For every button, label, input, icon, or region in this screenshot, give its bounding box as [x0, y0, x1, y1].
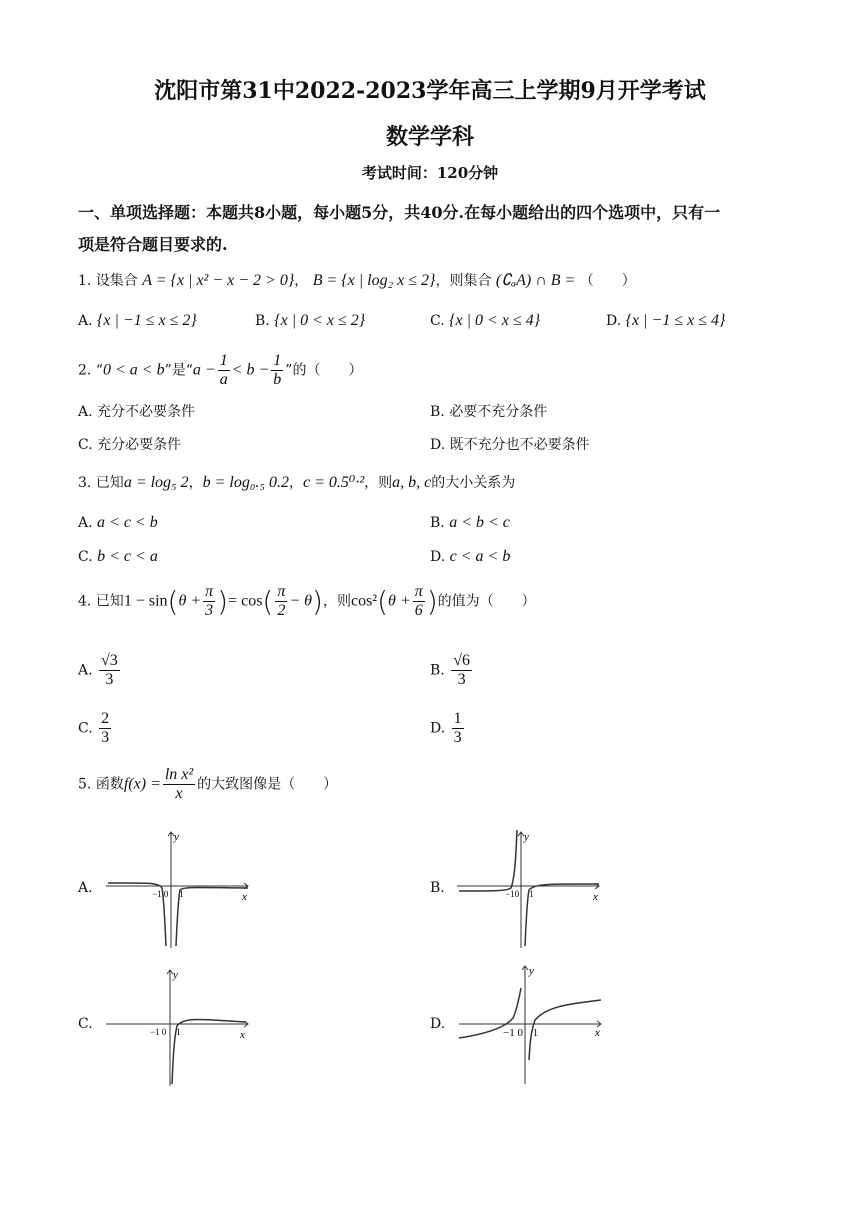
- option-a[interactable]: [78, 514, 158, 532]
- question-number: 4.: [78, 593, 92, 610]
- frac-den: a: [219, 371, 228, 388]
- question-text: ，则: [322, 593, 351, 610]
- graph-a[interactable]: [104, 828, 254, 950]
- frac-num: 1: [219, 352, 228, 369]
- answer-blank: （ ）: [579, 273, 636, 289]
- frac-num: π: [277, 583, 286, 600]
- frac-den: 3: [101, 729, 110, 746]
- variables: a, b, c: [392, 474, 432, 491]
- tick-label: 1: [533, 1028, 538, 1039]
- fraction: [203, 583, 215, 620]
- option-fraction: [99, 652, 120, 689]
- option-d[interactable]: [606, 312, 725, 330]
- option-text: {x | −1 ≤ x ≤ 4}: [625, 312, 726, 329]
- set-b: B = {x | log₂ x ≤ 2}: [312, 272, 436, 289]
- option-label: C.: [78, 437, 93, 453]
- frac-num: 1: [273, 352, 282, 369]
- option-c[interactable]: [78, 1016, 93, 1032]
- question-2: [78, 352, 362, 389]
- section-heading-line2: 项是符合题目要求的.: [78, 235, 228, 254]
- option-label: C.: [78, 549, 93, 565]
- option-text: 既不充分也不必要条件: [449, 437, 590, 453]
- condition-2: < b −: [231, 361, 270, 379]
- option-fraction: [452, 710, 464, 747]
- question-number: 2.: [78, 362, 92, 379]
- option-c[interactable]: [78, 710, 113, 747]
- tick-label: −1 0: [503, 1027, 523, 1039]
- def-a: a = log₅ 2: [123, 474, 189, 491]
- expression: θ +: [388, 592, 411, 610]
- condition-1: 0 < a < b: [102, 361, 165, 379]
- curve-right: [176, 888, 248, 947]
- option-label: D.: [430, 1016, 446, 1032]
- graph-b[interactable]: [455, 828, 605, 950]
- option-c[interactable]: [430, 312, 540, 330]
- fraction: [271, 352, 283, 389]
- option-text: {x | −1 ≤ x ≤ 2}: [97, 312, 197, 329]
- question-text: 的值为（ ）: [437, 593, 536, 610]
- option-a[interactable]: [78, 312, 197, 330]
- question-text: 设集合: [95, 273, 138, 289]
- option-label: B.: [430, 662, 445, 679]
- option-text: a < b < c: [449, 514, 510, 531]
- question-number: 3.: [78, 475, 92, 491]
- y-label: y: [529, 965, 534, 977]
- option-label: C.: [78, 720, 93, 737]
- option-d[interactable]: [430, 434, 590, 454]
- question-4: [78, 583, 536, 620]
- section-heading-line1: 一、单项选择题：本题共8小题，每小题5分，共40分.在每小题给出的四个选项中，只有一: [78, 203, 721, 222]
- question-text: 已知: [95, 475, 124, 491]
- option-text: 充分必要条件: [97, 437, 182, 453]
- question-text: ，: [289, 475, 303, 491]
- frac-den: 3: [453, 729, 462, 746]
- paren-open: (: [377, 585, 389, 618]
- frac-den: x: [175, 785, 183, 802]
- exam-title: 沈阳市第31中2022-2023学年高三上学期9月开学考试: [154, 78, 706, 104]
- question-text: ”的（ ）: [285, 362, 363, 379]
- x-label: x: [242, 891, 247, 903]
- def-b: b = log₀.₅ 0.2: [202, 474, 289, 491]
- option-c[interactable]: [78, 434, 181, 454]
- option-label: D.: [606, 313, 622, 329]
- graph-d[interactable]: [455, 962, 605, 1086]
- fraction: [413, 583, 425, 620]
- frac-num: 2: [101, 710, 110, 727]
- frac-num: √3: [101, 652, 118, 669]
- option-text: 充分不必要条件: [97, 404, 196, 420]
- option-d[interactable]: [430, 710, 466, 747]
- question-text: “: [95, 362, 103, 379]
- option-text: {x | 0 < x ≤ 4}: [449, 312, 541, 329]
- question-number: 5.: [78, 776, 92, 793]
- fraction: [275, 583, 287, 620]
- expression: 1 − sin: [123, 592, 168, 610]
- paren-open: (: [262, 585, 274, 618]
- option-label: B.: [430, 880, 445, 896]
- y-label: y: [173, 969, 178, 981]
- option-label: D.: [430, 437, 446, 453]
- question-text: ，则: [364, 475, 393, 491]
- frac-den: 3: [457, 671, 466, 688]
- question-5: [78, 766, 337, 803]
- fraction: [163, 766, 195, 803]
- x-label: x: [595, 1027, 600, 1039]
- frac-den: 3: [205, 602, 214, 619]
- frac-den: 3: [105, 671, 114, 688]
- option-text: c < a < b: [449, 548, 511, 565]
- def-c: c = 0.5⁰·²: [303, 474, 365, 491]
- option-text: 必要不充分条件: [449, 404, 548, 420]
- question-text: ，: [188, 475, 203, 491]
- option-d[interactable]: [430, 1016, 445, 1032]
- option-label: A.: [78, 313, 93, 329]
- expression: = cos: [228, 592, 263, 610]
- option-text: a < c < b: [97, 514, 158, 531]
- question-3: [78, 472, 515, 492]
- tick-label: 1: [529, 889, 534, 899]
- curve-right: [529, 1000, 601, 1060]
- option-fraction: [99, 710, 111, 747]
- frac-num: π: [205, 583, 214, 600]
- question-text: 已知: [95, 593, 124, 610]
- frac-den: b: [273, 371, 282, 388]
- expression: − θ: [289, 592, 313, 610]
- condition-2: a −: [192, 361, 216, 379]
- function-def: f(x) =: [123, 775, 161, 793]
- paren-close: ): [217, 585, 229, 618]
- paren-close: ): [312, 585, 323, 618]
- question-text: ，: [294, 273, 309, 289]
- option-label: C.: [430, 313, 445, 329]
- option-label: A.: [78, 515, 93, 531]
- option-label: D.: [430, 549, 446, 565]
- option-c[interactable]: [78, 548, 158, 566]
- option-label: A.: [78, 880, 93, 896]
- curve-right: [525, 884, 599, 946]
- frac-num: √6: [453, 652, 470, 669]
- question-text: ，则集合: [435, 273, 492, 289]
- question-text: ”是“: [164, 362, 193, 379]
- option-label: B.: [255, 313, 270, 329]
- question-1: [78, 270, 636, 290]
- curve-left: [459, 830, 517, 891]
- option-text: b < c < a: [97, 548, 158, 565]
- option-label: A.: [78, 404, 93, 420]
- curve-right: [172, 1020, 246, 1085]
- option-label: A.: [78, 662, 93, 679]
- x-label: x: [593, 891, 598, 903]
- set-a: A = {x | x² − x − 2 > 0}: [142, 272, 295, 289]
- option-label: B.: [430, 515, 445, 531]
- option-b[interactable]: [255, 312, 365, 330]
- frac-den: 2: [277, 602, 286, 619]
- option-label: C.: [78, 1016, 93, 1032]
- graph-c[interactable]: [104, 966, 254, 1088]
- option-a[interactable]: [78, 880, 93, 896]
- y-label: y: [524, 831, 529, 843]
- option-b[interactable]: [430, 880, 445, 896]
- option-a[interactable]: [78, 652, 122, 689]
- tick-label: 1: [179, 889, 184, 899]
- paren-open: (: [167, 585, 179, 618]
- x-label: x: [240, 1029, 245, 1041]
- question-text: 的大小关系为: [431, 475, 516, 491]
- option-b[interactable]: [430, 652, 474, 689]
- option-b[interactable]: [430, 401, 547, 421]
- section-heading: [78, 197, 790, 261]
- option-a[interactable]: [78, 401, 195, 421]
- tick-label: −10: [505, 889, 520, 899]
- y-label: y: [174, 831, 179, 843]
- frac-num: ln x²: [164, 766, 194, 783]
- fraction: [218, 352, 230, 389]
- option-d[interactable]: [430, 548, 510, 566]
- frac-den: 6: [414, 602, 423, 619]
- frac-num: π: [414, 583, 423, 600]
- option-fraction: [451, 652, 472, 689]
- option-b[interactable]: [430, 514, 510, 532]
- exam-time: 考试时间：120分钟: [361, 164, 499, 182]
- option-text: {x | 0 < x ≤ 2}: [274, 312, 366, 329]
- exam-subject: 数学学科: [385, 124, 474, 150]
- tick-label: −1 0: [152, 889, 169, 899]
- expression: θ +: [178, 592, 202, 610]
- tick-label: 1: [176, 1027, 181, 1037]
- question-text: 的大致图像是（ ）: [197, 776, 338, 793]
- set-expression: (∁ₐA) ∩ B =: [495, 272, 576, 289]
- option-label: B.: [430, 404, 445, 420]
- expression: cos²: [350, 592, 378, 610]
- frac-num: 1: [453, 710, 462, 727]
- tick-label: −1 0: [150, 1027, 167, 1037]
- option-label: D.: [430, 720, 446, 737]
- paren-close: ): [426, 585, 438, 618]
- question-text: 函数: [95, 776, 124, 793]
- question-number: 1.: [78, 273, 92, 289]
